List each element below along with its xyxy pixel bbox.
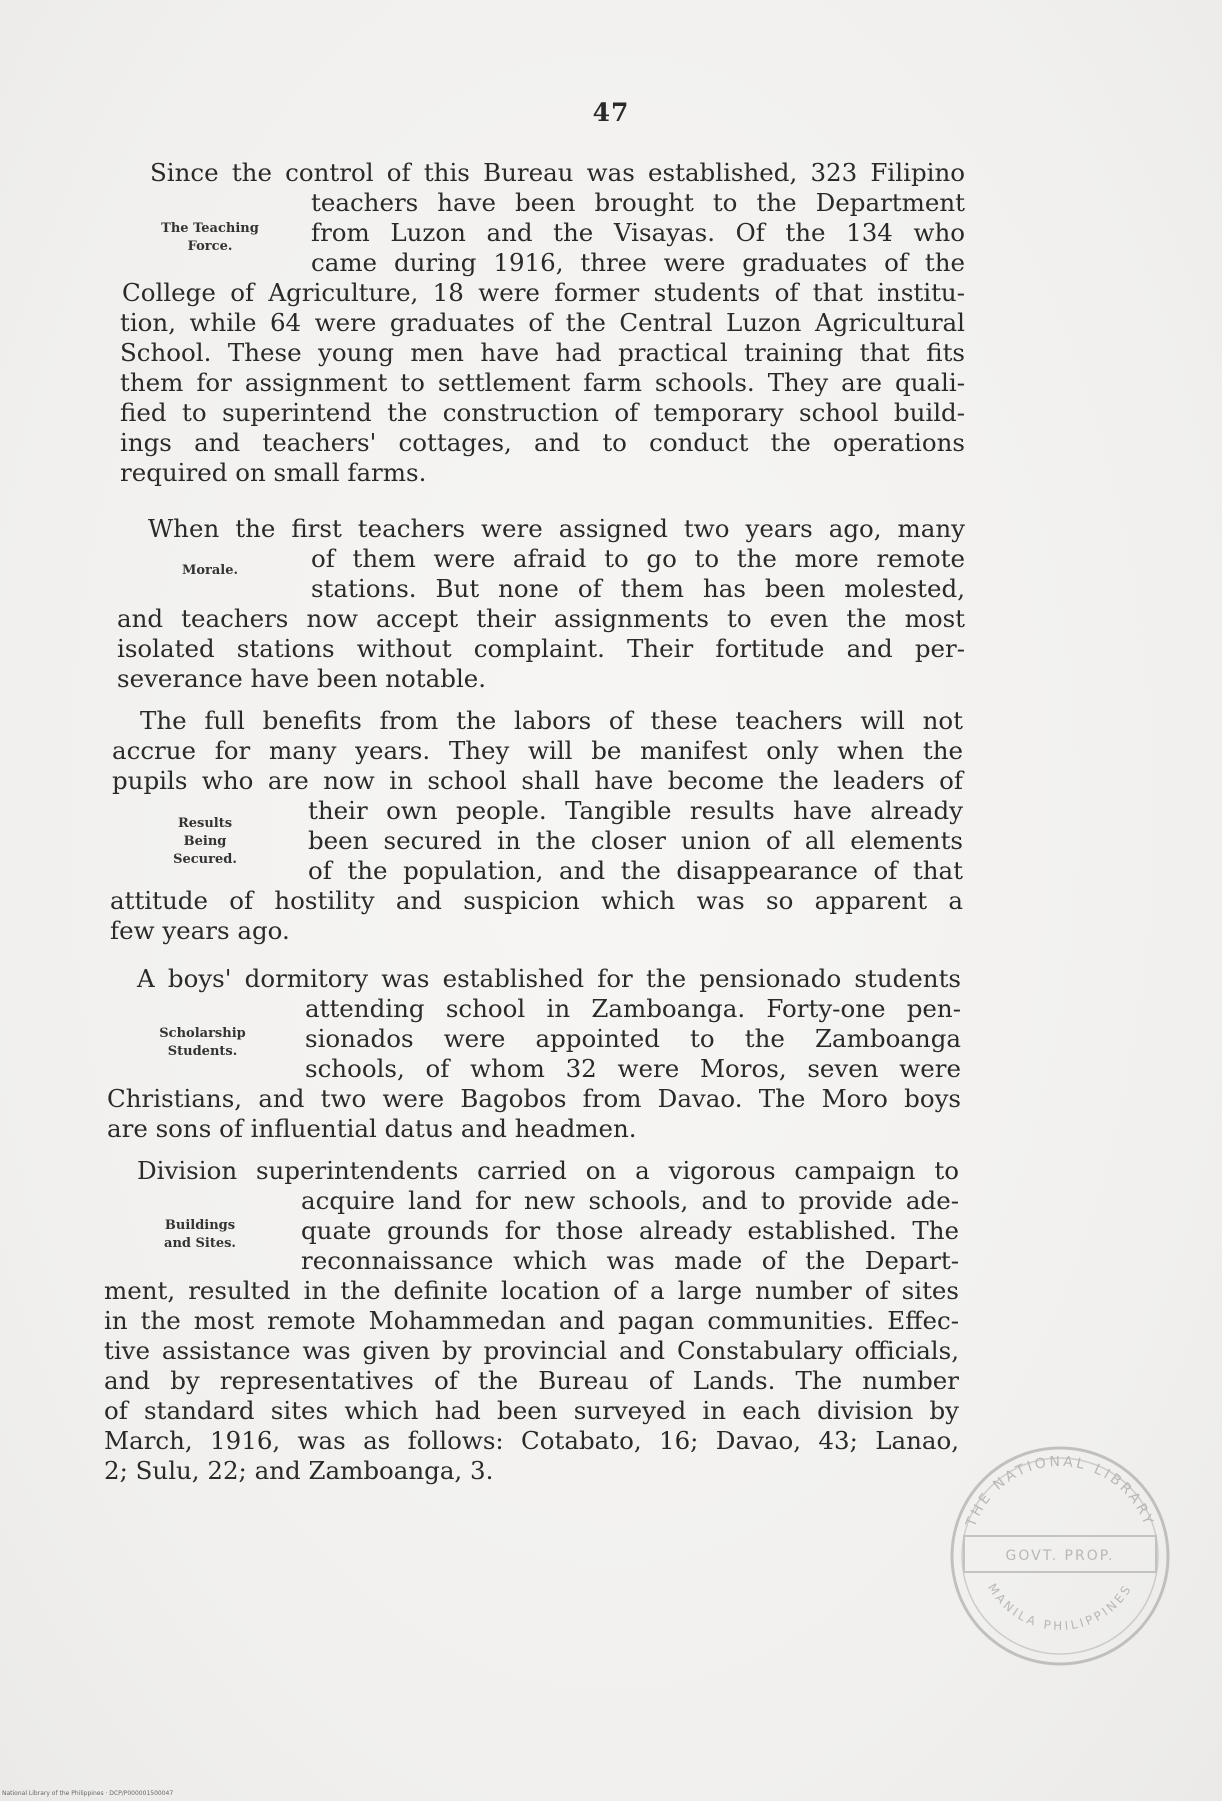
stamp-middle-text: GOVT. PROP. [1005, 1548, 1115, 1564]
margin-note-scholarship-students [130, 1025, 275, 1061]
text-line: and teachers now accept their assignments to even the most [117, 604, 965, 633]
text-line: been secured in the closer union of all elements [308, 826, 963, 855]
margin-note-line: Force. [187, 239, 233, 254]
text-line: Division superintendents carried on a vigorous campaign to [137, 1156, 959, 1185]
text-line: School. These young men have had practical training that fits [120, 338, 965, 367]
page-number: 47 [592, 98, 630, 127]
text-line: sionados were appointed to the Zamboanga [305, 1024, 961, 1053]
margin-note-line: Students. [167, 1044, 238, 1059]
text-line: tion, while 64 were graduates of the Central Luzon Agricultural [120, 308, 965, 337]
text-line: ings and teachers' cottages, and to conduct the operations [120, 428, 965, 457]
text-line: severance have been notable. [117, 664, 487, 693]
text-line: from Luzon and the Visayas. Of the 134 who [311, 218, 965, 247]
text-line: fied to superintend the construction of temporary school build- [120, 398, 965, 427]
text-line: attending school in Zamboanga. Forty-one pen- [305, 994, 961, 1023]
svg-text:THE NATIONAL LIBRARY [963, 1454, 1157, 1530]
text-line: March, 1916, was as follows: Cotabato, 16; Davao, 43; Lanao, [104, 1426, 959, 1455]
stamp-top-text: THE NATIONAL LIBRARY [963, 1453, 1157, 1530]
margin-note-line: Results [177, 816, 233, 831]
text-line: them for assignment to settlement farm schools. They are quali- [120, 368, 965, 397]
text-line: in the most remote Mohammedan and pagan communities. Effec- [104, 1306, 959, 1335]
text-line: accrue for many years. They will be manifest only when the [112, 736, 963, 765]
text-line: of them were afraid to go to the more remote [311, 544, 965, 573]
text-line: reconnaissance which was made of the Depart- [301, 1246, 959, 1275]
text-line: and by representatives of the Bureau of Lands. The number [104, 1366, 959, 1395]
margin-note-line: Being [183, 834, 227, 849]
stamp-bottom-text: MANILA PHILIPPINES [985, 1581, 1135, 1634]
footer-credit: National Library of the Philippines · DCP/P000001500047 [2, 1790, 174, 1797]
margin-note-line: and Sites. [164, 1236, 236, 1251]
text-line: quate grounds for those already established. The [301, 1216, 959, 1245]
text-line: are sons of influential datus and headmen. [107, 1114, 637, 1143]
margin-note-buildings-and-sites [130, 1217, 270, 1253]
text-line: came during 1916, three were graduates of the [311, 248, 965, 277]
text-line: teachers have been brought to the Department [311, 188, 965, 217]
text-line: few years ago. [110, 916, 290, 945]
margin-note-line: Morale. [181, 563, 239, 578]
text-line: Christians, and two were Bagobos from Davao. The Moro boys [107, 1084, 961, 1113]
margin-note-line: The Teaching [161, 221, 259, 236]
margin-note-line: Buildings [164, 1218, 236, 1233]
library-stamp [940, 1436, 1180, 1676]
margin-note-line: Secured. [173, 852, 237, 867]
text-line: schools, of whom 32 were Moros, seven were [305, 1054, 961, 1083]
text-line: A boys' dormitory was established for the pensionado students [137, 964, 961, 993]
text-line: College of Agriculture, 18 were former students of that institu- [122, 278, 965, 307]
margin-note-morale [140, 562, 280, 580]
text-line: required on small farms. [120, 458, 427, 487]
text-line: of the population, and the disappearance of that [308, 856, 963, 885]
svg-text:MANILA PHILIPPINES [985, 1581, 1135, 1633]
text-line: attitude of hostility and suspicion which was so apparent a [110, 886, 963, 915]
text-line: acquire land for new schools, and to provide ade- [301, 1186, 959, 1215]
text-line: tive assistance was given by provincial and Constabulary officials, [104, 1336, 959, 1365]
margin-note-teaching-force [140, 220, 280, 256]
text-line: their own people. Tangible results have already [308, 796, 963, 825]
text-line: 2; Sulu, 22; and Zamboanga, 3. [104, 1456, 494, 1485]
text-line: isolated stations without complaint. Their fortitude and per- [117, 634, 965, 663]
text-line: of standard sites which had been surveyed in each division by [104, 1396, 959, 1425]
text-line: pupils who are now in school shall have become the leaders of [112, 766, 963, 795]
text-line: The full benefits from the labors of these teachers will not [140, 706, 963, 735]
margin-note-line: Scholarship [159, 1026, 246, 1041]
text-line: When the first teachers were assigned two years ago, many [148, 514, 965, 543]
text-line: Since the control of this Bureau was established, 323 Filipino [150, 158, 965, 187]
text-line: stations. But none of them has been molested, [311, 574, 965, 603]
text-line: ment, resulted in the definite location of a large number of sites [104, 1276, 959, 1305]
margin-note-results-being-secured [135, 815, 275, 869]
